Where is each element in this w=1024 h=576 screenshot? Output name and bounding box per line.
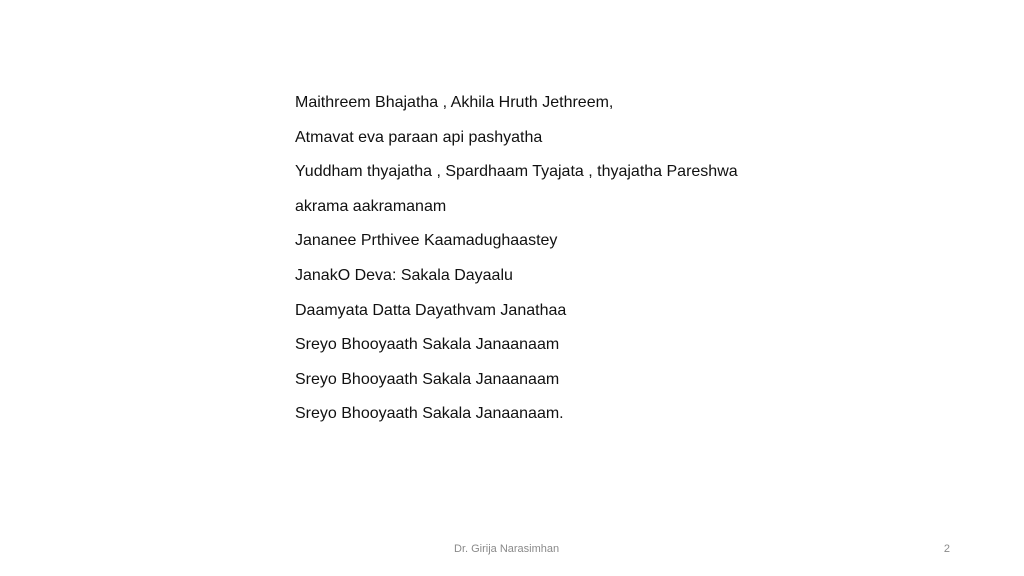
verse-line: Atmavat eva paraan api pashyatha	[295, 128, 543, 146]
footer-author: Dr. Girija Narasimhan	[454, 543, 560, 555]
page-number: 2	[943, 543, 950, 555]
verse-line: Maithreem Bhajatha , Akhila Hruth Jethreem,	[295, 94, 614, 111]
verse-line: Yuddham thyajatha , Spardhaam Tyajata , thyajatha Pareshwa	[295, 163, 738, 181]
verse-line: Sreyo Bhooyaath Sakala Janaanaam	[295, 336, 560, 354]
verse-line: JanakO Deva: Sakala Dayaalu	[295, 266, 513, 284]
verse-line: Sreyo Bhooyaath Sakala Janaanaam.	[295, 405, 564, 423]
verse-line: akrama aakramanam	[295, 197, 447, 215]
verse-line: Jananee Prthivee Kaamadughaastey	[295, 232, 558, 250]
verse-line: Sreyo Bhooyaath Sakala Janaanaam	[295, 370, 560, 388]
verse-line: Daamyata Datta Dayathvam Janathaa	[295, 301, 567, 319]
verse-body	[295, 91, 738, 437]
